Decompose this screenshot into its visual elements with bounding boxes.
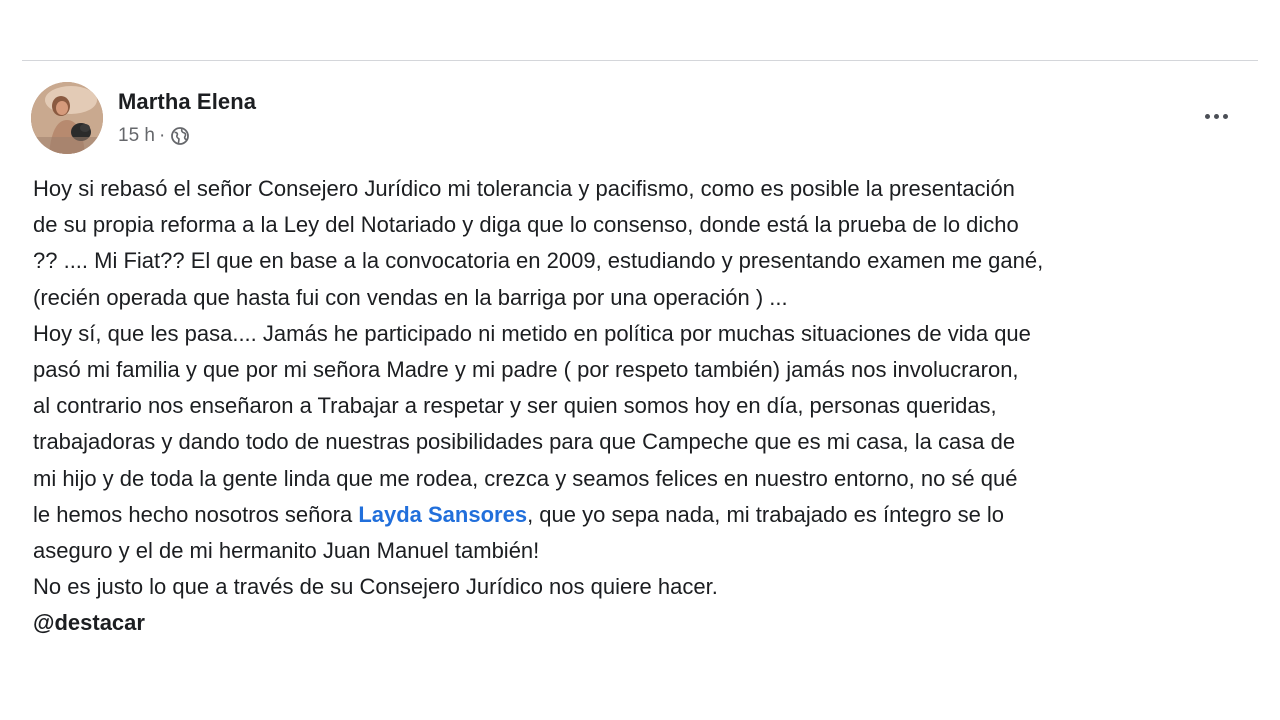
post-text-line: Hoy sí, que les pasa.... Jamás he participado ni metido en política por muchas situaciones de vida que bbox=[33, 320, 1031, 346]
more-options-button[interactable] bbox=[1194, 100, 1238, 132]
post-text bbox=[33, 171, 1253, 642]
post-text-line: (recién operada que hasta fui con vendas en la barriga por una operación ) ... bbox=[33, 284, 788, 310]
post-text-line: aseguro y el de mi hermanito Juan Manuel también! bbox=[33, 538, 540, 564]
post-text-fragment: le hemos hecho nosotros señora bbox=[33, 501, 359, 527]
author-name[interactable]: Martha Elena bbox=[118, 89, 257, 114]
avatar[interactable] bbox=[31, 82, 103, 154]
post-text-line-with-mention bbox=[33, 497, 1253, 533]
post-meta bbox=[118, 124, 190, 148]
post-text-line: al contrario nos enseñaron a Trabajar a respetar y ser quien somos hoy en día, personas queridas, bbox=[33, 393, 997, 419]
post-text-line: trabajadoras y dando todo de nuestras posibilidades para que Campeche que es mi casa, la casa de bbox=[33, 429, 1016, 455]
post-text-line: ?? .... Mi Fiat?? El que en base a la convocatoria en 2009, estudiando y presentando examen me gané, bbox=[33, 248, 1044, 274]
post-text-line: No es justo lo que a través de su Consejero Jurídico nos quiere hacer. bbox=[33, 574, 718, 600]
post-text-line: pasó mi familia y que por mi señora Madre y mi padre ( por respeto también) jamás nos involucraron, bbox=[33, 357, 1019, 383]
post-text-line: Hoy si rebasó el señor Consejero Jurídico mi tolerancia y pacifismo, como es posible la presentación bbox=[33, 176, 1015, 201]
post-timestamp[interactable]: 15 h bbox=[118, 125, 155, 146]
mention-link[interactable]: Layda Sansores bbox=[358, 501, 528, 527]
post-text-fragment: , que yo sepa nada, mi trabajado es íntegro se lo bbox=[527, 501, 1005, 527]
tag-mention[interactable]: @destacar bbox=[33, 610, 145, 636]
post-text-line: de su propia reforma a la Ley del Notariado y diga que lo consenso, donde está la prueba de lo dicho bbox=[33, 212, 1019, 238]
post-text-line: mi hijo y de toda la gente linda que me rodea, crezca y seamos felices en nuestro entorno, no sé qué bbox=[33, 465, 1018, 491]
globe-icon[interactable] bbox=[170, 126, 190, 146]
meta-separator: · bbox=[158, 125, 166, 146]
more-options-icon bbox=[1205, 114, 1228, 119]
avatar-photo bbox=[31, 82, 103, 154]
